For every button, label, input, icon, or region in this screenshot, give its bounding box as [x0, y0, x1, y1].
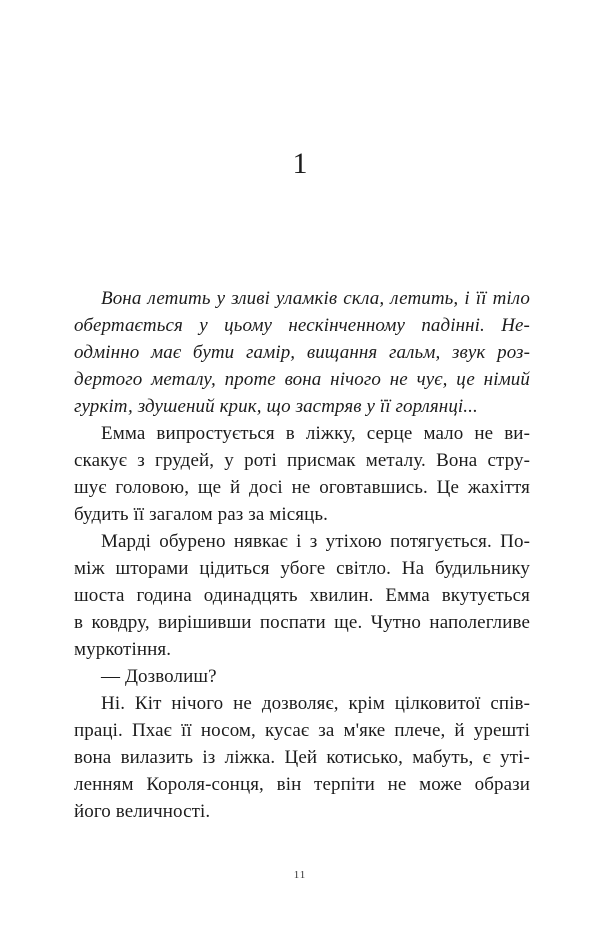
dialogue-line: — Дозволиш?: [101, 666, 217, 687]
text-line: Ні. Кіт нічого не дозволяє, крім цілковитої спів-: [101, 693, 530, 714]
text-line: Марді обурено нявкає і з утіхою потягується. По-: [101, 531, 530, 552]
text-line: ленням Короля-сонця, він терпіти не може образи: [74, 774, 530, 795]
chapter-number: 1: [292, 147, 308, 180]
text-line: обертається у цьому нескінченному падінні. Не-: [74, 315, 530, 336]
text-line: скакує з грудей, у роті присмак металу. Вона стру-: [74, 450, 530, 471]
text-line: його величності.: [74, 801, 211, 822]
text-line: муркотіння.: [74, 639, 172, 660]
page-number: 11: [293, 869, 307, 881]
text-line: шоста година одинадцять хвилин. Емма вкутується: [74, 585, 530, 606]
text-line: гуркіт, здушений крик, що застряв у її горлянці...: [74, 396, 478, 417]
text-line: Вона летить у зливі уламків скла, летить, і її тіло: [101, 288, 530, 309]
text-line: Емма випростується в ліжку, серце мало не ви-: [101, 423, 530, 444]
text-line: праці. Пхає її носом, кусає за м'яке плече, й урешті: [74, 720, 530, 741]
text-line: в ковдру, вирішивши поспати ще. Чутно наполегливе: [74, 612, 530, 633]
text-line: дертого металу, проте вона нічого не чує, це німий: [74, 369, 530, 390]
text-line: між шторами цідиться убоге світло. На будильнику: [74, 558, 530, 579]
text-line: шує головою, ще й досі не оговтавшись. Це жахіття: [74, 477, 530, 498]
text-line: вона вилазить із ліжка. Цей котисько, мабуть, є уті-: [74, 747, 530, 768]
text-line: одмінно має бути гамір, вищання гальм, звук роз-: [74, 342, 530, 363]
text-line: будить її загалом раз за місяць.: [74, 504, 328, 525]
